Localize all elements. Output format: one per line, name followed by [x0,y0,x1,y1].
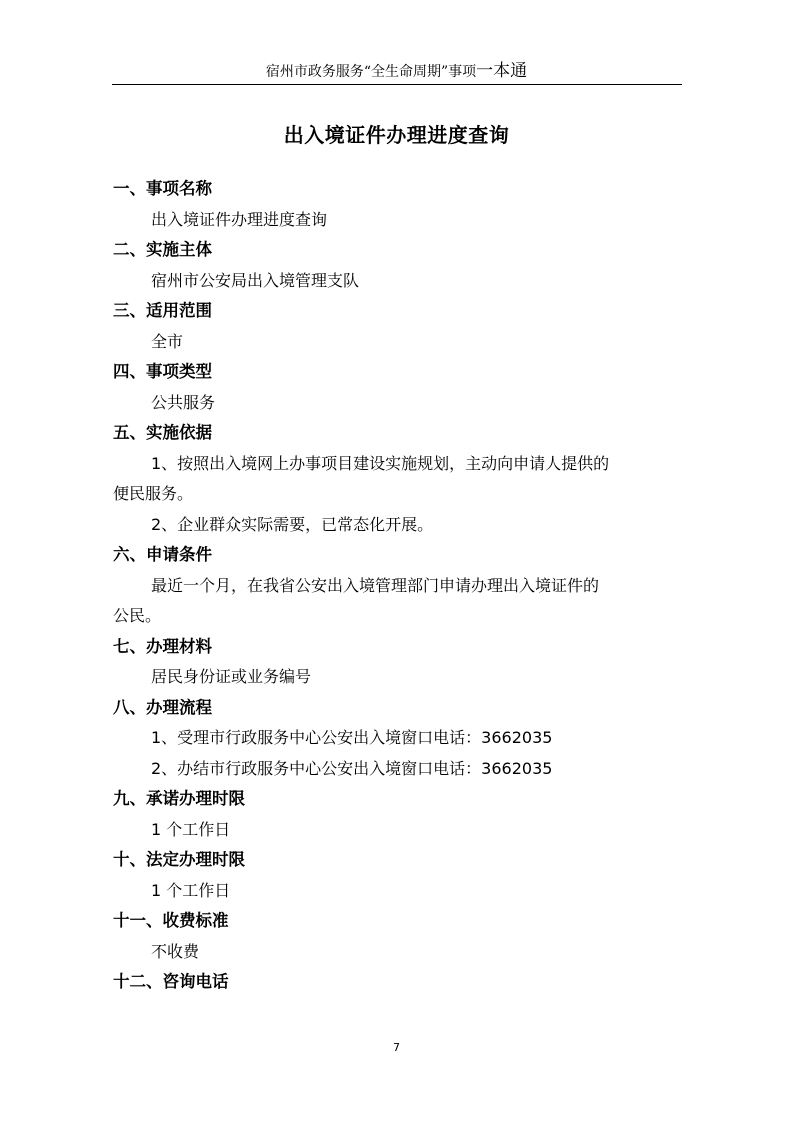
promised-time-limit-text: 1 个工作日 [151,819,231,839]
section-heading-statutory-time-limit: 十、法定办理时限 [113,850,245,869]
item-type-text: 公共服务 [151,392,216,412]
item-name-text: 出入境证件办理进度查询 [151,209,328,229]
section-heading-conditions: 六、申请条件 [113,545,212,564]
process-step-2: 2、办结市行政服务中心公安出入境窗口电话：3662035 [151,758,553,778]
running-header-text: 宿州市政务服务“全生命周期”事项 [265,64,477,80]
basis-text-1: 1、按照出入境网上办事项目建设实施规划，主动向申请人提供的 [151,453,610,473]
section-heading-promised-time-limit: 九、承诺办理时限 [113,789,245,808]
basis-text-2: 2、企业群众实际需要，已常态化开展。 [151,514,434,534]
conditions-text-continued: 公民。 [113,606,162,625]
section-heading-fees: 十一、收费标准 [113,911,229,930]
scope-text: 全市 [151,331,184,351]
running-header-text-emphasis: 一本通 [476,61,528,81]
materials-text: 居民身份证或业务编号 [151,667,312,686]
basis-text-1-continued: 便民服务。 [113,484,194,503]
section-heading-process: 八、办理流程 [113,697,212,717]
page-number: 7 [393,1041,400,1054]
section-heading-basis: 五、实施依据 [113,423,212,442]
running-header [0,60,793,83]
section-heading-item-name: 一、事项名称 [113,179,212,198]
statutory-time-limit-text: 1 个工作日 [151,880,231,900]
fees-text: 不收费 [151,941,200,961]
conditions-text: 最近一个月，在我省公安出入境管理部门申请办理出入境证件的 [151,575,600,595]
implementing-body-text: 宿州市公安局出入境管理支队 [151,270,360,290]
document-body [113,174,683,998]
process-step-1: 1、受理市行政服务中心公安出入境窗口电话：3662035 [151,728,553,747]
header-rule [112,84,682,85]
section-heading-consultation-phone: 十二、咨询电话 [113,972,229,991]
section-heading-materials: 七、办理材料 [113,636,212,656]
section-heading-scope: 三、适用范围 [113,301,212,320]
document-title: 出入境证件办理进度查询 [283,123,510,147]
section-heading-item-type: 四、事项类型 [113,362,212,381]
section-heading-implementing-body: 二、实施主体 [113,240,212,259]
